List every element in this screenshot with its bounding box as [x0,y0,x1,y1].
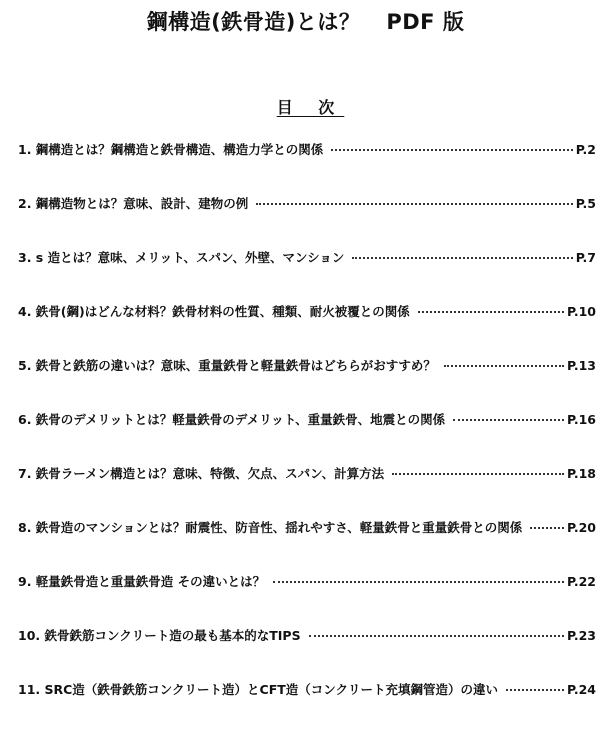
toc-entry-page: P.10 [566,304,596,319]
toc-entry-page: P.23 [566,628,596,643]
toc-leader-dots [256,203,572,205]
toc-entry-page: P.24 [566,682,596,697]
toc-entry-1[interactable] [18,140,596,194]
toc-leader-dots [392,473,564,475]
toc-entry-label: 1. 鋼構造とは？鋼構造と鉄骨構造、構造力学との関係 [18,142,324,157]
toc-entry-page: P.13 [566,358,596,373]
toc-leader-dots [453,419,564,421]
toc-leader-dots [309,635,564,637]
toc-leader-dots [444,365,564,367]
toc-entry-5[interactable] [18,356,596,410]
toc-entry-2[interactable] [18,194,596,248]
toc-entry-page: P.16 [566,412,596,427]
toc-entry-page: P.22 [566,574,596,589]
toc-entry-label: 9. 軽量鉄骨造と重量鉄骨造 その違いとは？ [18,574,266,589]
toc-leader-dots [530,527,564,529]
toc-entry-label: 6. 鉄骨のデメリットとは？軽量鉄骨のデメリット、重量鉄骨、地震との関係 [18,412,446,427]
toc-entry-page: P.18 [566,466,596,481]
toc-leader-dots [273,581,564,583]
toc-entry-label: 11. SRC造（鉄骨鉄筋コンクリート造）とCFT造（コンクリート充填鋼管造）の違い [18,682,499,697]
toc-entry-8[interactable] [18,518,596,572]
toc-entry-page: P.7 [575,250,596,265]
toc-entry-label: 10. 鉄骨鉄筋コンクリート造の最も基本的なTIPS [18,628,301,643]
toc-entry-4[interactable] [18,302,596,356]
toc-entry-label: 2. 鋼構造物とは？意味、設計、建物の例 [18,196,249,211]
toc-entry-label: 8. 鉄骨造のマンションとは？耐震性、防音性、揺れやすさ、軽量鉄骨と重量鉄骨との関係 [18,520,523,535]
document-title [0,6,611,36]
toc-list [18,140,596,734]
toc-entry-7[interactable] [18,464,596,518]
toc-entry-label: 3. s 造とは？意味、メリット、スパン、外壁、マンション [18,250,345,265]
toc-heading [0,95,611,118]
toc-entry-10[interactable] [18,626,596,680]
toc-entry-11[interactable] [18,680,596,734]
toc-entry-3[interactable] [18,248,596,302]
toc-heading-text: 目 次 [276,98,345,117]
toc-leader-dots [506,689,564,691]
toc-entry-label: 5. 鉄骨と鉄筋の違いは？意味、重量鉄骨と軽量鉄骨はどちらがおすすめ？ [18,358,436,373]
title-main: 鋼構造(鉄骨造)とは？ [146,10,361,34]
toc-entry-page: P.20 [566,520,596,535]
toc-leader-dots [331,149,572,151]
toc-entry-page: P.5 [575,196,596,211]
toc-entry-6[interactable] [18,410,596,464]
toc-leader-dots [352,257,572,259]
toc-entry-page: P.2 [575,142,596,157]
toc-entry-label: 4. 鉄骨(鋼)はどんな材料？鉄骨材料の性質、種類、耐火被覆との関係 [18,304,410,319]
toc-entry-9[interactable] [18,572,596,626]
title-suffix: PDF 版 [386,10,465,34]
toc-leader-dots [418,311,564,313]
toc-entry-label: 7. 鉄骨ラーメン構造とは？意味、特徴、欠点、スパン、計算方法 [18,466,385,481]
